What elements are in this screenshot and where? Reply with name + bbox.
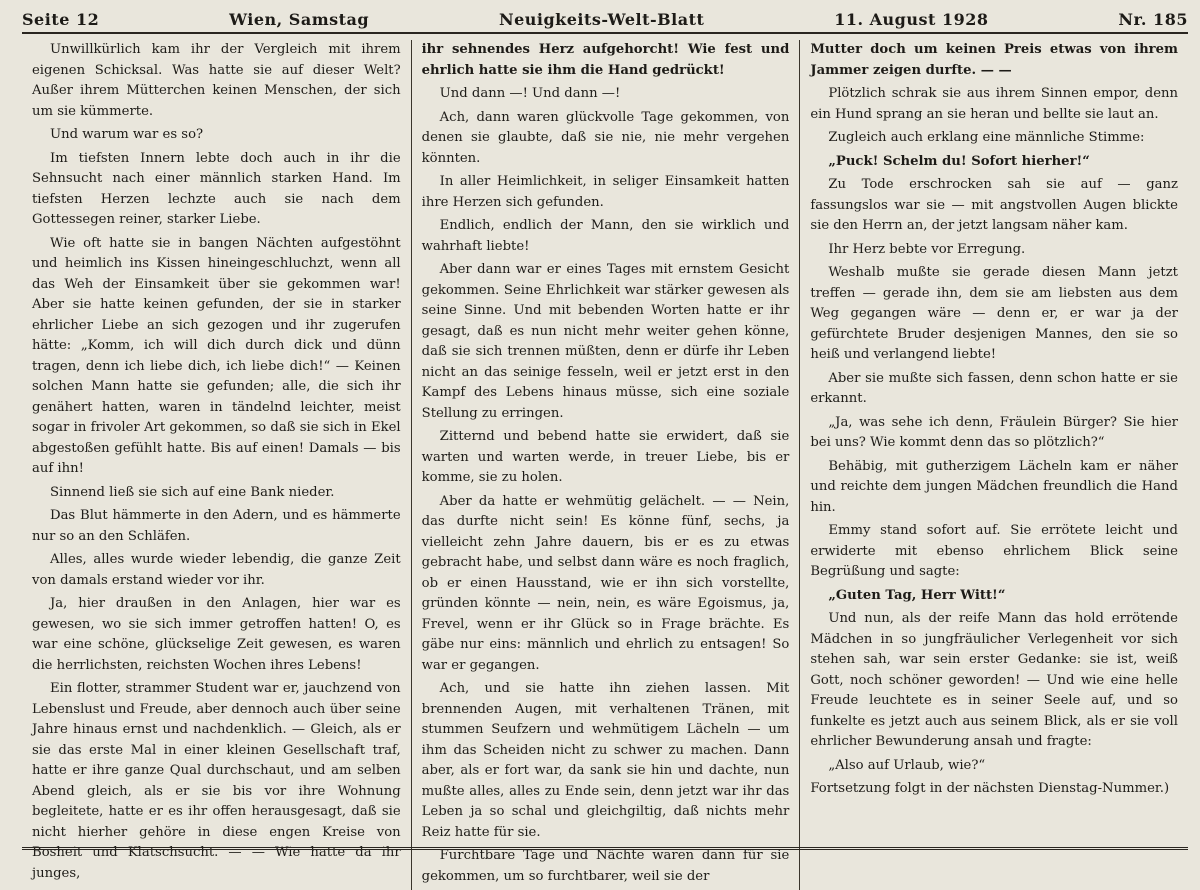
paragraph: Ein flotter, strammer Student war er, jauchzend von Lebenslust und Freude, aber dennoch auch über seine Jahre hinaus ernst und nachdenklich. — Gleich, als er sie das erste Mal in einer kleinen Gesellschaft traf, hatte er ihre ganze Qual durchschaut, und am selben Abend gleich, als er sie bis vor ihre Wohnung begleitete, hatte er es ihr offen herausgesagt, daß sie nicht hierher gehöre in diese engen Kreise von Bosheit und Klatschsucht. — — Wie hatte da ihr junges, [32,681,401,881]
paragraph: Aber sie mußte sich fassen, denn schon hatte er sie erkannt. [810,370,1178,406]
column-1 [22,40,411,890]
issue-number: Nr. 185 [1118,10,1188,29]
footer-rule [22,847,1188,854]
column-2 [411,40,800,890]
paragraph: „Also auf Urlaub, wie?“ [828,757,986,773]
paragraph: Zugleich auch erklang eine männliche Stimme: [828,130,1145,145]
newspaper-title: Neuigkeits-Welt-Blatt [498,10,705,29]
paragraph: Behäbig, mit gutherzigem Lächeln kam er näher und reichte dem jungen Mädchen freundlich die Hand hin. [810,458,1178,515]
paragraph: ihr sehnendes Herz aufgehorcht! Wie fest und ehrlich hatte sie ihm die Hand gedrückt! [421,42,790,78]
text-columns [22,40,1188,884]
paragraph: Mutter doch um keinen Preis etwas von ihrem Jammer zeigen durfte. — — [810,42,1178,78]
page-header [22,0,1188,34]
paragraph: Ach, dann waren glückvolle Tage gekommen, von denen sie glaubte, daß sie nie, nie mehr vergehen könnten. [421,109,790,166]
paragraph: „Puck! Schelm du! Sofort hierher!“ [828,153,1090,169]
paragraph: „Ja, was sehe ich denn, Fräulein Bürger? Sie hier bei uns? Wie kommt denn das so plötzlich?“ [810,414,1178,450]
paragraph: Alles, alles wurde wieder lebendig, die ganze Zeit von damals erstand wieder vor ihr. [32,552,401,588]
paragraph: Weshalb mußte sie gerade diesen Mann jetzt treffen — gerade ihn, dem sie am liebsten aus dem Weg gegangen wäre — denn er, er war ja der gefürchtete Bruder desjenigen Mannes, den sie so heiß und verlangend liebte! [810,265,1178,362]
paragraph: Ihr Herz bebte vor Erregung. [828,241,1026,257]
issue-date: 11. August 1928 [834,10,989,29]
paragraph: Aber da hatte er wehmütig gelächelt. — — Nein, das durfte nicht sein! Es könne fünf, sechs, ja vielleicht zehn Jahre dauern, bis er es zu etwas gebracht habe, und selbst dann wäre es noch fraglich, ob er einen Hausstand, wie er ihn sich vorstellte, gründen könnte — nein, nein, es wäre Egoismus, ja, Frevel, wenn er ihr Glück so in Frage brächte. Es gäbe nur eins: männlich und ehrlich zu entsagen! So war er gegangen. [421,493,790,673]
paragraph: Ja, hier draußen in den Anlagen, hier war es gewesen, wo sie sich immer getroffen hatten! O, es war eine schöne, glückselige Zeit gewesen, es waren die herrlichsten, reichsten Wochen ihres Lebens! [32,596,401,673]
column-3 [799,40,1188,890]
paragraph: Und dann —! Und dann —! [439,86,621,101]
page-number: Seite 12 [22,10,100,29]
paragraph: Und warum war es so? [50,127,204,142]
paragraph: Das Blut hämmerte in den Adern, und es hämmerte nur so an den Schläfen. [32,508,401,544]
paragraph: In aller Heimlichkeit, in seliger Einsamkeit hatten ihre Herzen sich gefunden. [421,174,790,210]
paragraph: Zu Tode erschrocken sah sie auf — ganz fassungslos war sie — mit angstvollen Augen blickte sie den Herrn an, der jetzt langsam näher kam. [810,177,1178,233]
paragraph: Emmy stand sofort auf. Sie errötete leicht und erwiderte mit ebenso ehrlichem Blick seine Begrüßung und sagte: [810,523,1178,579]
paragraph: Und nun, als der reife Mann das hold errötende Mädchen in so jungfräulicher Verlegenheit vor sich stehen sah, war sein erster Gedanke: sie ist, weiß Gott, noch schöner geworden! — Und wie eine helle Freude leuchtete es in seiner Seele auf, und so funkelte es jetzt auch aus seinem Blick, als er sie voll ehrlicher Bewunderung ansah und fragte: [810,611,1178,749]
place-day: Wien, Samstag [229,10,370,29]
paragraph: Aber dann war er eines Tages mit ernstem Gesicht gekommen. Seine Ehrlichkeit war stärker gewesen als seine Sinne. Und mit bebenden Worten hatte er ihr gesagt, daß es nun nicht mehr weiter gehen könne, daß sie sich trennen müßten, denn er dürfe ihr Leben nicht an das seinige fesseln, weil er jetzt erst in den Kampf des Lebens hinaus müsse, sich eine soziale Stellung zu erringen. [421,262,790,421]
paragraph: Ach, und sie hatte ihn ziehen lassen. Mit brennenden Augen, mit verhaltenen Tränen, mit stummen Seufzern und wehmütigem Lächeln — um ihm das Scheiden nicht zu schwer zu machen. Dann aber, als er fort war, da sank sie hin und dachte, nun mußte alles, alles zu Ende sein, denn jetzt war ihr das Leben ja so schal und gleichgiltig, daß nichts mehr Reiz hatte für sie. [421,681,790,840]
paragraph: „Guten Tag, Herr Witt!“ [828,587,1006,603]
paragraph: Wie oft hatte sie in bangen Nächten aufgestöhnt und heimlich ins Kissen hineingeschluchzt, wenn all das Weh der Einsamkeit über sie gekommen war! Aber sie hatte keinen gefunden, der sie in starker ehrlicher Liebe an sich gezogen und ihr zugerufen hätte: „Komm, ich will dich durch dick und dünn tragen, denn ich liebe dich, ich liebe dich!“ — Keinen solchen Mann hatte sie gefunden; alle, die sich ihr genähert hatten, waren in tändelnd leichter, meist sogar in frivoler Art gekommen, so daß sie sich in Ekel abgestoßen gefühlt hatte. Bis auf einen! Damals — bis auf ihn! [32,235,401,476]
paragraph: Sinnend ließ sie sich auf eine Bank nieder. [50,484,335,500]
paragraph: Endlich, endlich der Mann, den sie wirklich und wahrhaft liebte! [421,218,790,254]
paragraph: Plötzlich schrak sie aus ihrem Sinnen empor, denn ein Hund sprang an sie heran und bellte sie laut an. [810,86,1178,122]
paragraph: Furchtbare Tage und Nächte waren dann für sie gekommen, um so furchtbarer, weil sie der [421,848,790,884]
paragraph: Unwillkürlich kam ihr der Vergleich mit ihrem eigenen Schicksal. Was hatte sie auf dieser Welt? Außer ihrem Mütterchen keinen Menschen, der sich um sie kümmerte. [32,42,401,119]
paragraph: Im tiefsten Innern lebte doch auch in ihr die Sehnsucht nach einer männlich starken Hand. Im tiefsten Herzen lechzte auch sie nach dem Gottessegen reiner, starker Liebe. [32,150,401,227]
paragraph: Fortsetzung folgt in der nächsten Dienstag-Nummer.) [810,781,1170,796]
paragraph: Zitternd und bebend hatte sie erwidert, daß sie warten und warten werde, in treuer Liebe, bis er komme, sie zu holen. [421,429,790,485]
